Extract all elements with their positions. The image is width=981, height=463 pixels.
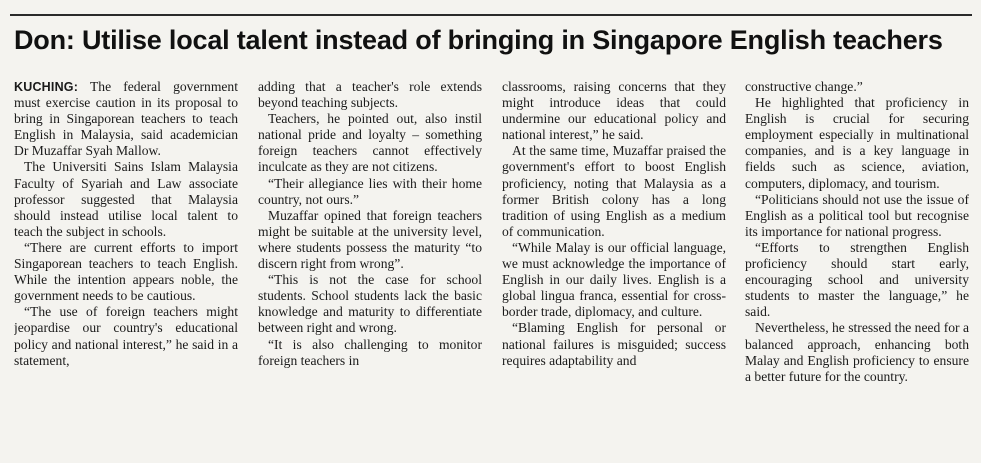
paragraph: “Their allegiance lies with their home country, not ours.” — [258, 175, 482, 207]
column-3 — [502, 79, 726, 451]
paragraph: At the same time, Muzaffar praised the government's effort to boost English proficiency, noting that Malaysia as a former British colony has a long tradition of using English as a medium of communication. — [502, 143, 726, 239]
paragraph — [14, 79, 238, 159]
paragraph: Muzaffar opined that foreign teachers might be suitable at the university level, where students possess the maturity “to discern right from wrong”. — [258, 207, 482, 272]
paragraph: “This is not the case for school students. School students lack the basic knowledge and maturity to differentiate between right and wrong. — [258, 272, 482, 336]
paragraph: Teachers, he pointed out, also instil national pride and loyalty – something foreign teachers cannot effectively inculcate as they are not citizens. — [258, 111, 482, 175]
paragraph-text: The federal government must exercise caution in its proposal to bring in Singaporean teachers to teach English in Malaysia, said academician Dr Muzaffar Syah Mallow. — [14, 79, 238, 159]
paragraph: Nevertheless, he stressed the need for a balanced approach, enhancing both Malay and English proficiency to ensure a better future for the country. — [745, 320, 969, 384]
column-2 — [258, 79, 482, 451]
paragraph: “While Malay is our official language, we must acknowledge the importance of English in our daily lives. English is a global lingua franca, essential for cross-border trade, diplomacy, and culture. — [502, 239, 726, 320]
paragraph: adding that a teacher's role extends beyond teaching subjects. — [258, 79, 482, 111]
dateline: KUCHING: — [14, 80, 79, 94]
article-body — [14, 79, 972, 451]
paragraph: constructive change.” — [745, 79, 863, 94]
paragraph: “It is also challenging to monitor foreign teachers in — [258, 336, 482, 368]
paragraph: “There are current efforts to import Singaporean teachers to teach English. While the intention appears noble, the government needs to be cautious. — [14, 239, 238, 304]
paragraph: The Universiti Sains Islam Malaysia Faculty of Syariah and Law associate professor suggested that Malaysia should instead utilise local talent to teach the subject in schools. — [14, 159, 238, 239]
paragraph: “Politicians should not use the issue of English as a political tool but recognise its importance for national progress. — [745, 191, 969, 239]
top-rule — [10, 14, 972, 16]
paragraph: classrooms, raising concerns that they might introduce ideas that could undermine our educational policy and national interest,” he said. — [502, 79, 726, 143]
paragraph: He highlighted that proficiency in English is crucial for securing employment especially in multinational companies, and is a key language in fields such as science, aviation, computers, diplomacy, and tourism. — [745, 95, 969, 191]
headline: Don: Utilise local talent instead of bringing in Singapore English teachers — [14, 25, 943, 55]
column-4 — [745, 79, 969, 451]
column-1 — [14, 79, 238, 451]
paragraph: “Blaming English for personal or national failures is misguided; success requires adaptability and — [502, 320, 726, 368]
paragraph: “Efforts to strengthen English proficiency should start early, encouraging school and university students to master the language,” he said. — [745, 239, 969, 320]
paragraph: “The use of foreign teachers might jeopardise our country's educational policy and national interest,” he said in a statement, — [14, 304, 238, 368]
